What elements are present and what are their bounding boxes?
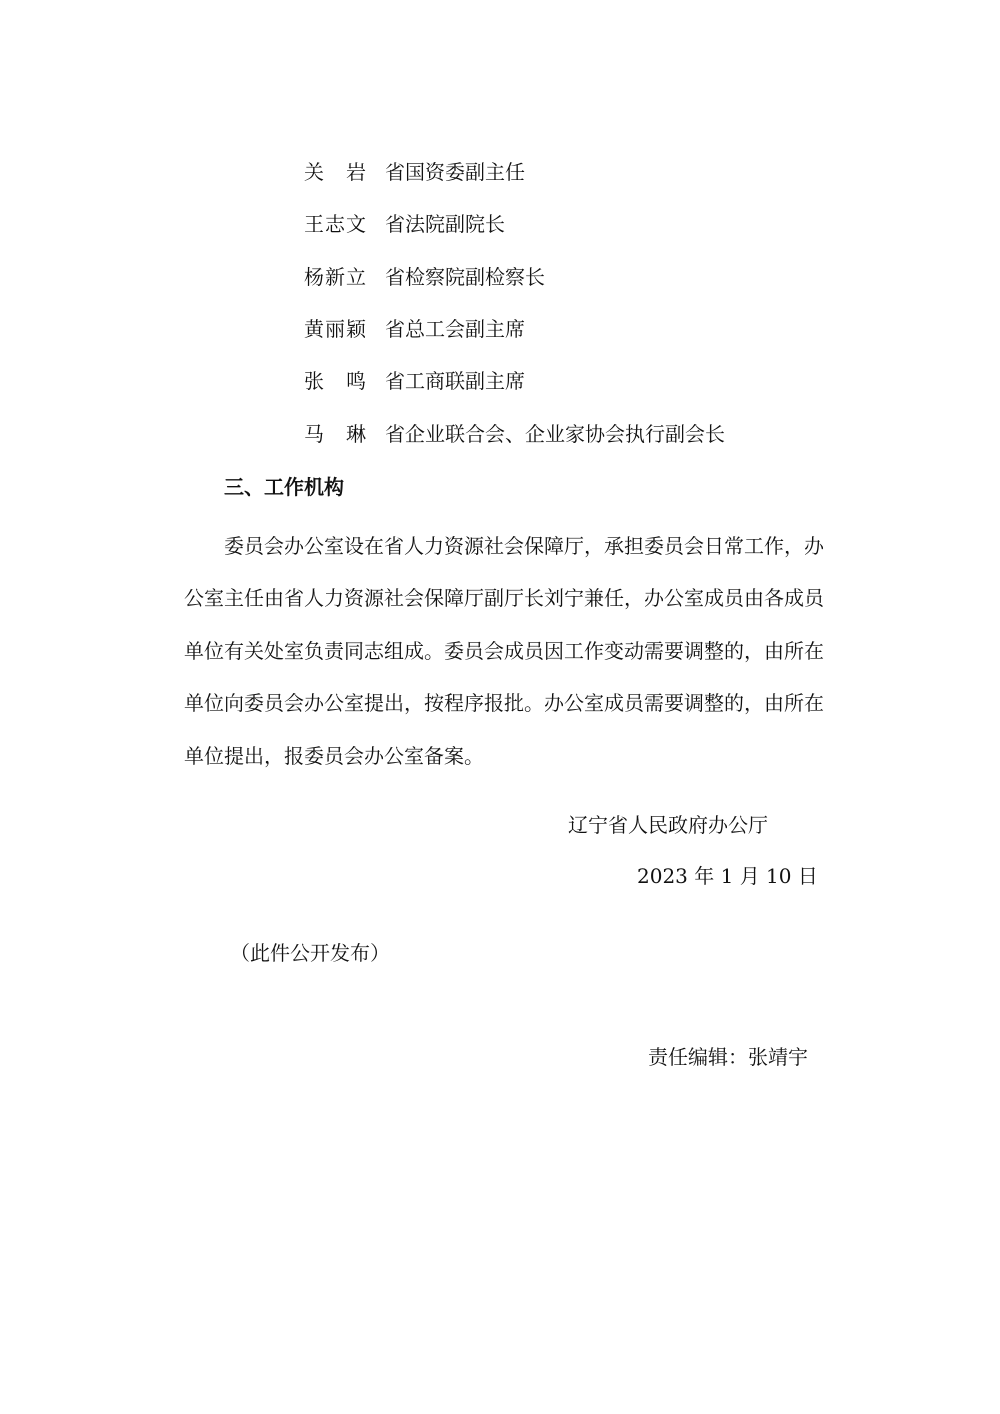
- member-name: 王志文: [304, 212, 366, 236]
- member-row: [304, 262, 545, 292]
- member-name: 马 琳: [304, 422, 366, 446]
- member-name: 黄丽颖: [304, 317, 366, 341]
- publication-note: （此件公开发布）: [230, 941, 390, 965]
- member-title: 省工商联副主席: [385, 369, 525, 393]
- member-title: 省总工会副主席: [385, 317, 525, 341]
- member-name: 关 岩: [304, 160, 366, 184]
- member-name: 杨新立: [304, 265, 366, 289]
- responsible-editor: 责任编辑：张靖宇: [648, 1045, 808, 1069]
- section-heading: 三、工作机构: [224, 475, 344, 499]
- member-row: [304, 366, 525, 396]
- member-row: [304, 157, 525, 187]
- member-title: 省法院副院长: [385, 212, 505, 236]
- member-title: 省国资委副主任: [385, 160, 525, 184]
- member-row: [304, 314, 525, 344]
- issuer-signature: 辽宁省人民政府办公厅: [568, 813, 768, 837]
- issue-date: 2023 年 1 月 10 日: [637, 864, 818, 888]
- member-title: 省检察院副检察长: [385, 265, 545, 289]
- body-paragraph: 委员会办公室设在省人力资源社会保障厅，承担委员会日常工作，办公室主任由省人力资源社会保障厅副厅长刘宁兼任，办公室成员由各成员单位有关处室负责同志组成。委员会成员因工作变动需要调整的，由所在单位向委员会办公室提出，按程序报批。办公室成员需要调整的，由所在单位提出，报委员会办公室备案。: [184, 534, 824, 768]
- member-name: 张 鸣: [304, 369, 366, 393]
- member-row: [304, 209, 505, 239]
- member-title: 省企业联合会、企业家协会执行副会长: [385, 422, 725, 446]
- member-row: [304, 419, 725, 449]
